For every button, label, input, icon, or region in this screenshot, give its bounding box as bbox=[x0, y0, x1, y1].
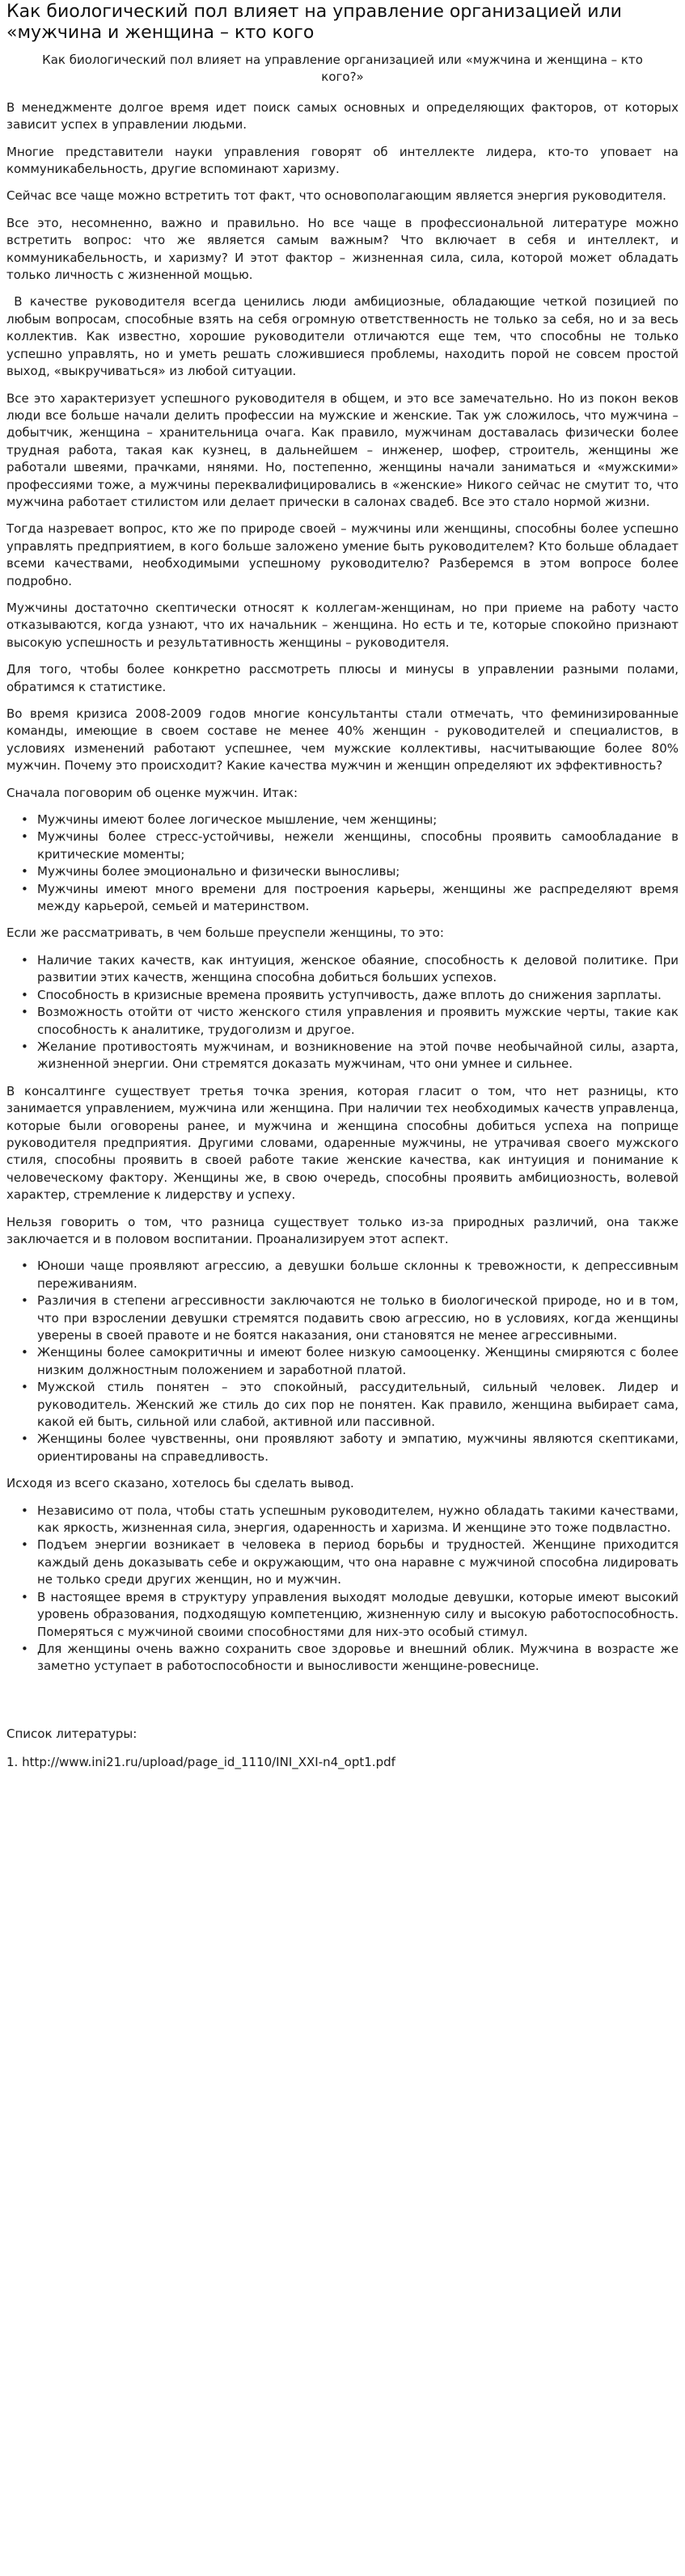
list-item bbox=[21, 1537, 679, 1588]
list-item-text: Мужчины имеют много времени для построения карьеры, женщины же распределяют время между карьерой, семьей и материнством. bbox=[37, 881, 679, 914]
list-men-qualities bbox=[6, 812, 679, 915]
list-item-text: Женщины более самокритичны и имеют более низкую самооценку. Женщины смиряются с более низким должностным положением и заработной платой. bbox=[37, 1345, 679, 1377]
list-item-text: Подъем энергии возникает в человека в период борьбы и трудностей. Женщине приходится каждый день доказывать себе и окружающим, что она наравне с мужчиной способна лидировать не только среди других женщин, но и мужчин. bbox=[37, 1537, 679, 1587]
paragraph: Тогда назревает вопрос, кто же по природе своей – мужчины или женщины, способны более успешно управлять предприятием, в кого больше заложено умение быть руководителем? Кто больше обладает всеми качествами, необходимыми успешному руководителю? Разберемся в этом вопросе более подробно. bbox=[6, 521, 679, 588]
paragraph: Исходя из всего сказано, хотелось бы сделать вывод. bbox=[6, 1476, 354, 1491]
bullet-icon: • bbox=[21, 1005, 28, 1020]
list-item bbox=[21, 828, 679, 863]
list-item bbox=[21, 863, 679, 880]
list-women-qualities bbox=[6, 952, 679, 1073]
paragraph: Все это, несомненно, важно и правильно. Но все чаще в профессиональной литературе можно встретить вопрос: что же является самым важным? Что включает в себя и интеллект, и коммуникабельность, и харизму? И этот фактор – жизненная сила, сила, которой может обладать только личность с жизненной мощью. bbox=[6, 215, 679, 283]
paragraph: Сначала поговорим об оценке мужчин. Итак: bbox=[6, 785, 298, 800]
list-item-text: Мужчины более эмоционально и физически выносливы; bbox=[37, 864, 400, 879]
paragraph: В менеджменте долгое время идет поиск самых основных и определяющих факторов, от которых зависит успех в управлении людьми. bbox=[6, 99, 679, 133]
bullet-icon: • bbox=[21, 1293, 28, 1309]
bullet-icon: • bbox=[21, 1258, 28, 1274]
paragraph: В консалтинге существует третья точка зрения, которая гласит о том, что нет разницы, кто занимается управлением, мужчина или женщина. При наличии тех необходимых качеств управленца, которые были оговорены ранее, и мужчина и женщина способны добиться успеха на поприще руководителя предприятия. Другими словами, одаренные мужчины, не утрачивая своего мужского стиля, способны проявить в своей работе такие женские качества, как интуиция и понимание к человеческому фактору. Женщины же, в свою очередь, способны проявить амбициозность, волевой характер, стремление к лидерству и успеху. bbox=[6, 1083, 679, 1203]
list-item-text: Юноши чаще проявляют агрессию, а девушки больше склонны к тревожности, к депрессивным переживаниям. bbox=[37, 1258, 679, 1291]
list-item-text: Мужчины более стресс-устойчивы, нежели женщины, способны проявить самообладание в критические моменты; bbox=[37, 829, 679, 862]
paragraph: Нельзя говорить о том, что разница существует только из-за природных различий, она также заключается и в половом воспитании. Проанализируем этот аспект. bbox=[6, 1214, 679, 1246]
list-item bbox=[21, 1589, 679, 1641]
list-item bbox=[21, 1431, 679, 1465]
list-item-text: Способность в кризисные времена проявить уступчивость, даже вплоть до снижения зарплаты. bbox=[37, 987, 662, 1002]
paragraph: Во время кризиса 2008-2009 годов многие консультанты стали отмечать, что феминизированные команды, имеющие в своем составе не менее 40% женщин - руководителей и специалистов, в условиях изменений работают успешнее, чем мужские коллективы, насчитывающие более 80% мужчин. Почему это происходит? Какие качества мужчин и женщин определяют их эффективность? bbox=[6, 706, 679, 774]
article-body bbox=[6, 99, 683, 1772]
list-item bbox=[21, 1641, 679, 1676]
paragraph: Для того, чтобы более конкретно рассмотреть плюсы и минусы в управлении разными полами, обратимся к статистике. bbox=[6, 662, 679, 694]
bullet-icon: • bbox=[21, 987, 28, 1002]
list-item bbox=[21, 952, 679, 987]
reference-link[interactable]: 1. http://www.ini21.ru/upload/page_id_1110/INI_XXI-n4_opt1.pdf bbox=[6, 1755, 395, 1770]
bullet-icon: • bbox=[21, 1503, 28, 1518]
list-item-text: В настоящее время в структуру управления выходят молодые девушки, которые имеют высокий уровень образования, подходящую компетенцию, жизненную силу и высокую работоспособность. Померяться с мужчиной своими способностями для них-это особый стимул. bbox=[37, 1589, 679, 1639]
bullet-icon: • bbox=[21, 1431, 28, 1447]
paragraph: Все это характеризует успешного руководителя в общем, и это все замечательно. Но из покон веков люди все больше начали делить профессии на мужские и женские. Так уж сложилось, что мужчина – добытчик, женщина – хранительница очага. Как правило, мужчинам доставалась физически более трудная работа, такая как кузнец, в дальнейшем – инженер, шофер, строитель, женщины же работали швеями, прачками, нянями. Но, постепенно, женщины начали заниматься и «мужскими» профессиями тоже, а мужчины переквалифицировались в «женские» Никого сейчас не смутит то, что мужчина работает стилистом или делает прически в салонах свадеб. Все это стало нормой жизни. bbox=[6, 390, 679, 509]
list-item-text: Желание противостоять мужчинам, и возникновение на этой почве необычайной силы, азарта, жизненной энергии. Они стремятся доказать мужчинам, что они умнее и сильнее. bbox=[37, 1039, 679, 1072]
list-item bbox=[21, 1039, 679, 1073]
list-item-text: Для женщины очень важно сохранить свое здоровье и внешний облик. Мужчина в возрасте же заметно уступает в работоспособности и выносливости женщине-ровеснице. bbox=[37, 1641, 679, 1674]
list-item-text: Женщины более чувственны, они проявляют заботу и эмпатию, мужчины являются скептиками, ориентированы на справедливость. bbox=[37, 1431, 679, 1464]
list-item bbox=[21, 1292, 679, 1344]
list-conclusions bbox=[6, 1503, 679, 1676]
list-item bbox=[21, 1004, 679, 1039]
list-item bbox=[21, 1379, 679, 1431]
bullet-icon: • bbox=[21, 1345, 28, 1360]
list-upbringing-differences bbox=[6, 1258, 679, 1465]
references-title: Список литературы: bbox=[6, 1726, 137, 1741]
list-item bbox=[21, 987, 679, 1004]
paragraph: Сейчас все чаще можно встретить тот факт, что основополагающим является энергия руководителя. bbox=[6, 188, 666, 204]
list-item bbox=[21, 1344, 679, 1379]
bullet-icon: • bbox=[21, 952, 28, 968]
bullet-icon: • bbox=[21, 864, 28, 879]
paragraph: В качестве руководителя всегда ценились люди амбициозные, обладающие четкой позицией по любым вопросам, способные взять на себя огромную ответственность не только за себя, но и за весь коллектив. Как известно, хорошие руководители отличаются еще тем, что способны не только успешно управлять, но и уметь решать сложившиеся проблемы, находить порой не совсем простой выход, «выкручиваться» из любой ситуации. bbox=[6, 294, 683, 379]
list-item-text: Различия в степени агрессивности заключаются не только в биологической природе, но и в том, что при взрослении девушки стремятся подавить свою агрессию, но в условиях, когда женщины уверены в своей правоте и не боятся наказания, они становятся не менее агрессивными. bbox=[37, 1293, 679, 1343]
bullet-icon: • bbox=[21, 1380, 28, 1395]
list-item-text: Наличие таких качеств, как интуиция, женское обаяние, способность к деловой политике. При развитии этих качеств, женщина способна добиться больших успехов. bbox=[37, 952, 679, 985]
paragraph: Если же рассматривать, в чем больше преуспели женщины, то это: bbox=[6, 925, 444, 941]
bullet-icon: • bbox=[21, 812, 28, 828]
page-title: Как биологический пол влияет на управление организацией или «мужчина и женщина – кто кого bbox=[6, 2, 622, 43]
list-item bbox=[21, 1503, 679, 1537]
bullet-icon: • bbox=[21, 1589, 28, 1604]
list-item bbox=[21, 1258, 679, 1292]
list-item bbox=[21, 881, 679, 916]
bullet-icon: • bbox=[21, 829, 28, 845]
list-item bbox=[21, 812, 679, 828]
paragraph: Мужчины достаточно скептически относят к коллегам-женщинам, но при приеме на работу часто отказываются, когда узнают, что их начальник – женщина. Но есть и те, которые спокойно признают высокую успешность и результативность женщины – руководителя. bbox=[6, 600, 679, 650]
list-item-text: Мужчины имеют более логическое мышление, чем женщины; bbox=[37, 812, 438, 828]
bullet-icon: • bbox=[21, 1039, 28, 1054]
list-item-text: Возможность отойти от чисто женского стиля управления и проявить мужские черты, такие как способность к аналитике, трудоголизм и другое. bbox=[37, 1005, 679, 1037]
article-subtitle: Как биологический пол влияет на управление организацией или «мужчина и женщина – кто кого?» bbox=[42, 53, 643, 85]
list-item-text: Независимо от пола, чтобы стать успешным руководителем, нужно обладать такими качествами, как яркость, жизненная сила, энергия, одаренность и харизма. И женщине это тоже подвластно. bbox=[37, 1503, 679, 1536]
bullet-icon: • bbox=[21, 881, 28, 896]
bullet-icon: • bbox=[21, 1537, 28, 1553]
list-item-text: Мужской стиль понятен – это спокойный, рассудительный, сильный человек. Лидер и руководитель. Женский же стиль до сих пор не понятен. Как правило, женщина выбирает сама, какой ей быть, сильной или слабой, активной или пассивной. bbox=[37, 1380, 679, 1430]
paragraph: Многие представители науки управления говорят об интеллекте лидера, кто-то уповает на коммуникабельность, другие вспоминают харизму. bbox=[6, 144, 679, 177]
bullet-icon: • bbox=[21, 1641, 28, 1656]
